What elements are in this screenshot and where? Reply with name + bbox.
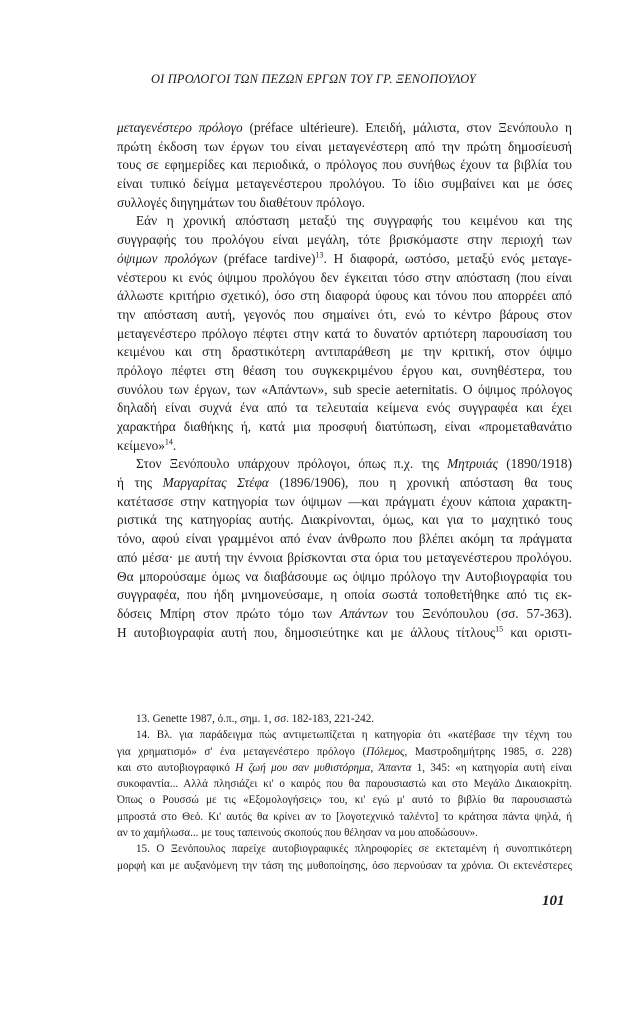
body-line: τόνο, αφού είναι γραμμένοι από έναν άνθρωπο που βλέπει ακόμη τα πράγματα bbox=[117, 531, 572, 547]
body-line: Η αυτοβιογραφία αυτή που, δημοσιεύτηκε και με άλλους τίτλους$^{15}$ και οριστι- bbox=[117, 624, 572, 640]
footnote-13: 13. Genette 1987, ό.π., σημ. 1, σσ. 182-183, 221-242. bbox=[136, 713, 375, 725]
body-line: τους σε εφημερίδες και περιοδικά, ο πρόλογος που συνήθως έχουν τα βιβλία του bbox=[117, 157, 572, 173]
footnote-15: 15. Ο Ξενόπουλος παρείχε αυτοβιογραφικές πληροφορίες σε εκτεταμένη ή συνοπτικότερη bbox=[136, 843, 572, 856]
footnote-line: αν το χαμήλωσα... με τους ταπεινούς σκοπούς που θέλησαν να μου αποδώσουν». bbox=[117, 827, 478, 840]
footnote-line: και στο αυτοβιογραφικό Η ζωή μου σαν μυθιστόρημα, Άπαντα 1, 345: «η κατηγορία αυτή είναι bbox=[117, 761, 572, 774]
footnote-line: μορφή και με αυξανόμενη την τάση της μυθοποίησης, όσο περνούσαν τα χρόνια. Οι εκτενέστερες bbox=[117, 859, 572, 872]
body-line: Στον Ξενόπουλο υπάρχουν πρόλογοι, όπως π.χ. της Μητρυιάς (1890/1918) bbox=[136, 456, 572, 472]
body-line: πρώτη έκδοση των έργων του είναι μεταγενέστερη από την πρώτη δημοσίευσή bbox=[117, 138, 572, 154]
page-number: 101 bbox=[542, 893, 565, 909]
body-line: δηλαδή είναι συχνά ένα από τα τελευταία κείμενα ενός συγγραφέα και έχει bbox=[117, 400, 572, 416]
body-line: ριστικά της κατηγορίας αυτής. Διακρίνονται, όμως, και για το μαχητικό τους bbox=[117, 512, 572, 528]
body-line: από μέσα· με αυτή την έννοια βρίσκονται στα όρια του μεταγενέστερου προλόγου. bbox=[117, 549, 572, 565]
body-text bbox=[117, 119, 572, 642]
body-line: μεταγενέστερο πρόλογο πέφτει στην κατά το δυνατόν αρτιότερη παρουσίαση του bbox=[117, 325, 572, 341]
body-line: την απόσταση αυτή, γεγονός που σημαίνει ότι, ενώ το κέντρο βάρους στον bbox=[117, 306, 572, 322]
body-line: είναι τυπικό δείγμα μεταγενέστερου προλόγου. Το ίδιο συμβαίνει και με όσες bbox=[117, 176, 572, 192]
body-line: κατέτασσε στην κατηγορία των όψιμων —και πράγματι έχουν κάποια χαρακτη- bbox=[117, 493, 572, 509]
body-line: συλλογές διηγημάτων του διαθέτουν πρόλογο. bbox=[117, 194, 366, 210]
body-line: Εάν η χρονική απόσταση μεταξύ της συγγραφής του κειμένου και της bbox=[136, 213, 572, 229]
body-line: κείμενο»$^{14}$. bbox=[117, 437, 177, 453]
body-line: κειμένου και στη δραστικότερη αντιπαράθεση με την κριτική, στον όψιμο bbox=[117, 344, 572, 360]
body-line: νέστερου κι ενός όψιμου προλόγου δεν έγκειται τόσο στην απόσταση (που είναι bbox=[117, 269, 572, 285]
body-line: μεταγενέστερο πρόλογο (préface ultérieure). Επειδή, μάλιστα, στον Ξενόπουλο η bbox=[117, 120, 572, 135]
body-line: άλλωστε κριτήριο σχετικό), όσο στη διαφορά ύφους και τόνου που απορρέει από bbox=[117, 288, 572, 304]
body-line: συνόλου των έργων, των «Απάντων», sub specie aeternitatis. Ο όψιμος πρόλογος bbox=[117, 381, 572, 397]
body-line: ή της Μαργαρίτας Στέφα (1896/1906), που η χρονική απόσταση θα τους bbox=[117, 475, 572, 491]
body-line: χαρακτήρα διαθήκης ή, κατά μια προσφυή διατύπωση, είναι «προμεταθανάτιο bbox=[117, 419, 572, 434]
body-line: πρόλογο πέφτει στη θέαση του συγκεκριμένου έργου και, συνηθέστερα, του bbox=[117, 362, 572, 378]
footnote-line: μπροστά στο Θεό. Κι' αυτός θα κρίνει αν το [λογοτεχνικό ταλέντο] το κράτησα πάντα ψηλά, ή bbox=[117, 810, 572, 823]
body-line: δόσεις Μπίρη στον πρώτο τόμο των Απάντων του Ξενόπουλου (σσ. 57-363). bbox=[117, 605, 572, 621]
body-line: συγγραφής του προλόγου είναι μεγάλη, τότε βρισκόμαστε στην περιοχή των bbox=[117, 232, 572, 248]
footnote-line: Όπως ο Ρουσσώ με τις «Εξομολογήσεις» του, κι' εγώ μ' αυτό το βιβλίο θα παρουσιαστώ bbox=[117, 794, 572, 807]
running-header: ΟΙ ΠΡΟΛΟΓΟΙ ΤΩΝ ΠΕΖΩΝ ΕΡΓΩΝ ΤΟΥ ΓΡ. ΞΕΝΟΠΟΥΛΟΥ bbox=[151, 72, 476, 86]
body-line: Θα μπορούσαμε όμως να διαβάσουμε ως όψιμο πρόλογο την Αυτοβιογραφία του bbox=[117, 568, 572, 584]
footnote-line: για χρηματισμό» σ' ένα μεταγενέστερο πρόλογο (Πόλεμος, Μαστροδημήτρης 1985, σ. 228) bbox=[117, 745, 572, 758]
footnotes bbox=[117, 711, 572, 874]
body-line: συγγραφέα, που ήδη μνημονεύσαμε, η οποία σωστά τοποθετήθηκε από τις εκ- bbox=[117, 587, 572, 603]
footnote-14: 14. Βλ. για παράδειγμα πώς αντιμετωπίζεται η κατηγορία ότι «κατέβασε την τέχνη του bbox=[136, 729, 572, 742]
footnote-line: συκοφαντία... Αλλά πλησιάζει κι' ο καιρός που θα παρουσιαστώ και στο Μεγάλο Δικαιοκρίτη. bbox=[117, 778, 572, 791]
body-line: όψιμων προλόγων (préface tardive)$^{13}$. Η διαφορά, ωστόσο, μεταξύ ενός μεταγε- bbox=[117, 250, 572, 266]
